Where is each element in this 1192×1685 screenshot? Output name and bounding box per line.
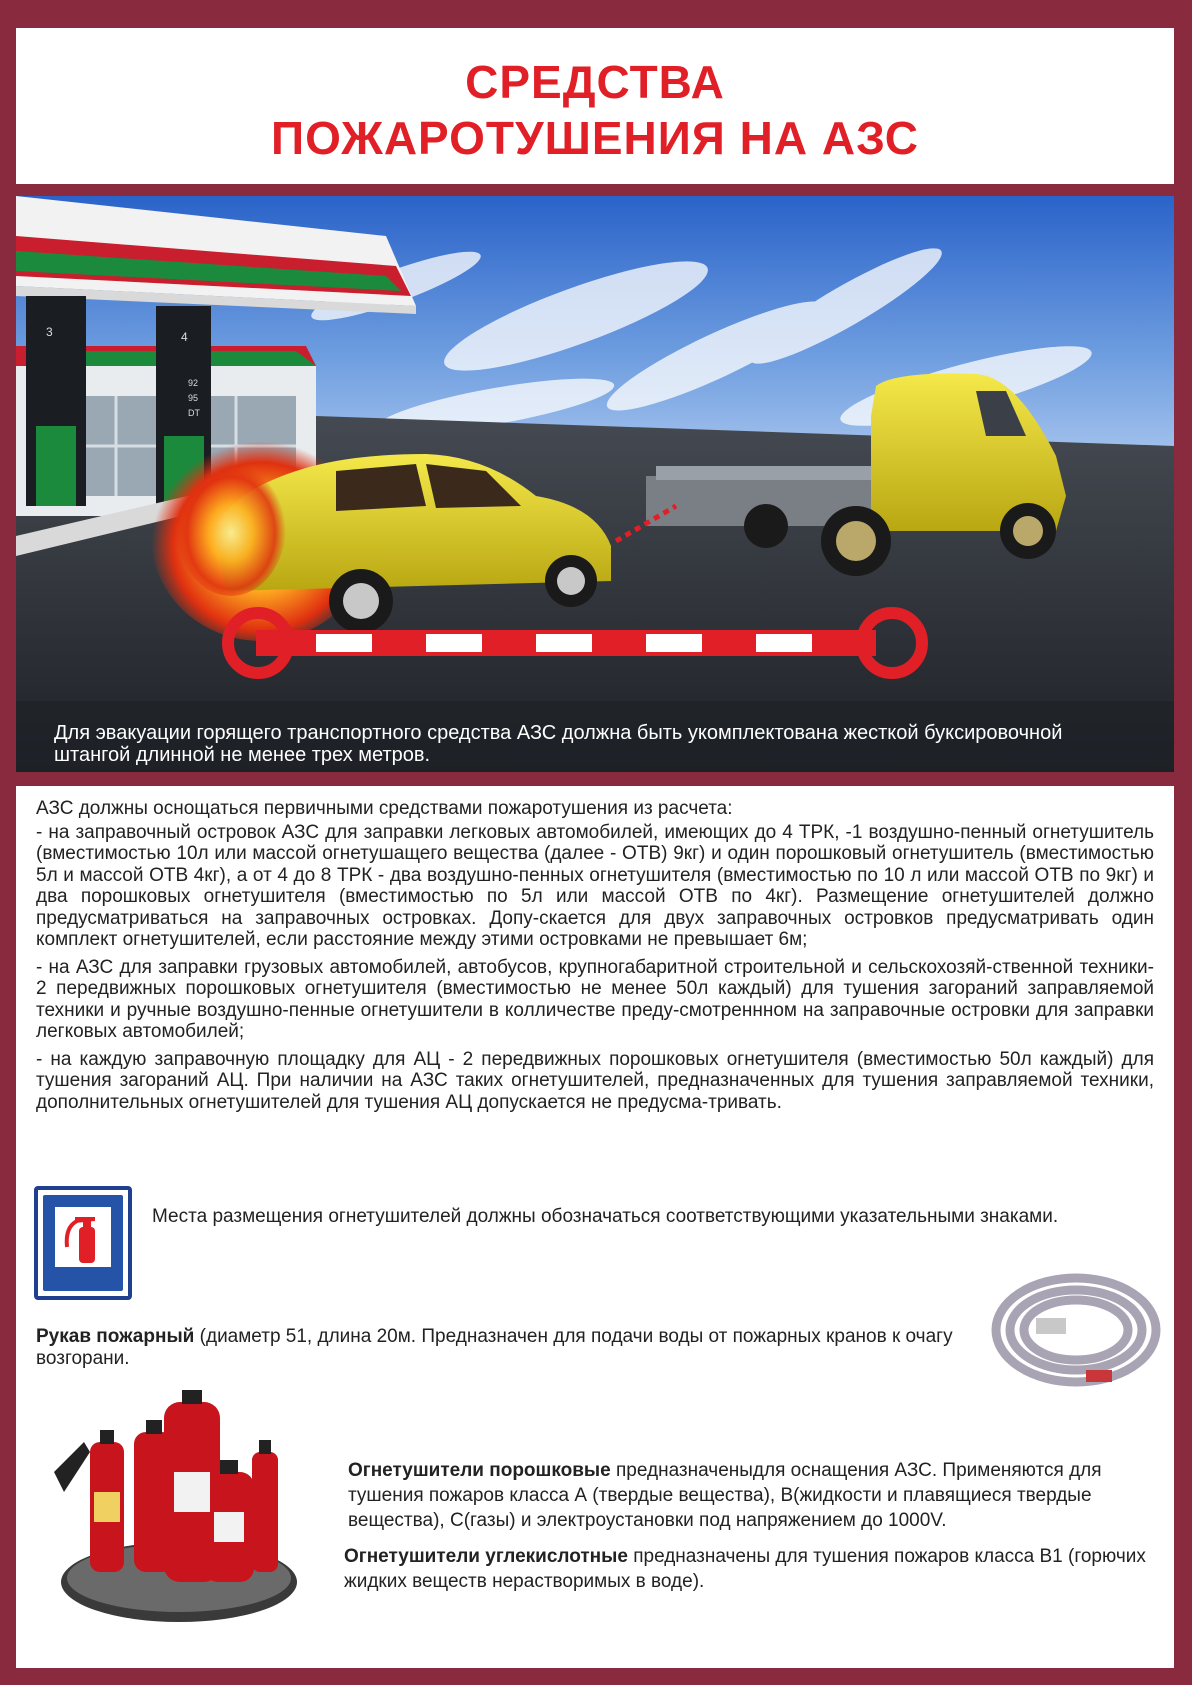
poster-title — [16, 54, 1174, 166]
pump-label-3: 3 — [46, 325, 53, 339]
requirements-item-1: - на заправочный островок АЗС для заправки легковых автомобилей, имеющих до 4 ТРК, -1 воздушно-пенный огнетушитель (вместимостью 10л или массой огнетушащего вещества (далее - ОТВ) 9кг) и один порошковый огнетушитель (вместимостью 5л и массой ОТВ 4кг), а от 4 до 8 ТРК - два воздушно-пенных огнетушителя (вместимостью по 10 л или массой ОТВ по 9кг) и два порошковых огнетушителя (вместимостью по 5л или массой ОТВ по 4кг). Размещение огнетушителей должно предусматриваться на заправочных островках. Допу-скается для двух заправочных островков предусматривать один комплект огнетушителей, если расстояние между этими островками не превышает 6м; — [36, 821, 1154, 950]
fire-extinguisher-icon — [55, 1207, 111, 1267]
hose-text: (диаметр 51, длина 20м. Предназначен для подачи воды от пожарных кранов к очагу возгорани. — [36, 1326, 953, 1369]
requirements-item-2: - на АЗС для заправки грузовых автомобилей, автобусов, крупногабаритной строительной и сельскохозяй-ственной техники- 2 передвижных порошковых огнетушителя (вместимостью не менее 50л каждый) для тушения загораний заправляемой техники и ручные воздушно-пенные огнетушители в колличестве преду-смотреннном на заправочные островки для заправки легковых автомобилей; — [36, 956, 1154, 1042]
hose-description — [36, 1326, 976, 1370]
title-panel — [16, 28, 1174, 184]
co2-text: предназначены для тушения пожаров класса В1 (горючих жидких веществ нерастворимых в воде). — [344, 1546, 1146, 1592]
co2-extinguisher-description — [344, 1544, 1154, 1594]
fuel-label-dt: DT — [188, 408, 200, 418]
scene-caption: Для эвакуации горящего транспортного средства АЗС должна быть укомплектована жесткой буксировочной штангой длинной не менее трех метров. — [54, 722, 1063, 766]
fuel-label-95: 95 — [188, 393, 199, 403]
hose-title: Рукав пожарный — [36, 1326, 195, 1347]
gas-station-scene — [16, 196, 1174, 772]
title-line-2: ПОЖАРОТУШЕНИЯ НА АЗС — [271, 112, 919, 164]
content-panel — [16, 786, 1174, 1668]
extinguishers-image — [54, 1382, 304, 1632]
extinguisher-sign — [34, 1186, 132, 1300]
requirements-item-3: - на каждую заправочную площадку для АЦ - 2 передвижных порошковых огнетушителя (вместимостью 50л каждый) для тушения загораний АЦ. При наличии на АЗС таких огнетушителей, предназначенных для тушения заправляемой техники, дополнительных огнетушителей для тушения АЦ допускается не предусма-тривать. — [36, 1048, 1154, 1113]
sign-note: Места размещения огнетушителей должны обозначаться соответствующими указательными знаками. — [152, 1206, 1059, 1227]
powder-text: предназначеныдля оснащения АЗС. Применяются для тушения пожаров класса А (твердые вещества), В(жидкости и плавящиеся твердые вещества), С(газы) и электроустановки под напряжением до 1000V. — [348, 1460, 1102, 1531]
powder-extinguisher-description — [348, 1458, 1148, 1533]
fire-hose-icon — [986, 1268, 1166, 1398]
scene-illustration — [16, 196, 1174, 772]
title-line-1: СРЕДСТВА — [465, 56, 725, 108]
fuel-label-92: 92 — [188, 378, 199, 388]
co2-title: Огнетушители углекислотные — [344, 1546, 628, 1567]
requirements-intro: АЗС должны оснощаться первичными средствами пожаротушения из расчета: — [36, 798, 733, 819]
powder-title: Огнетушители порошковые — [348, 1460, 611, 1481]
requirements-text — [36, 798, 1154, 1119]
pump-label-4: 4 — [181, 330, 188, 344]
